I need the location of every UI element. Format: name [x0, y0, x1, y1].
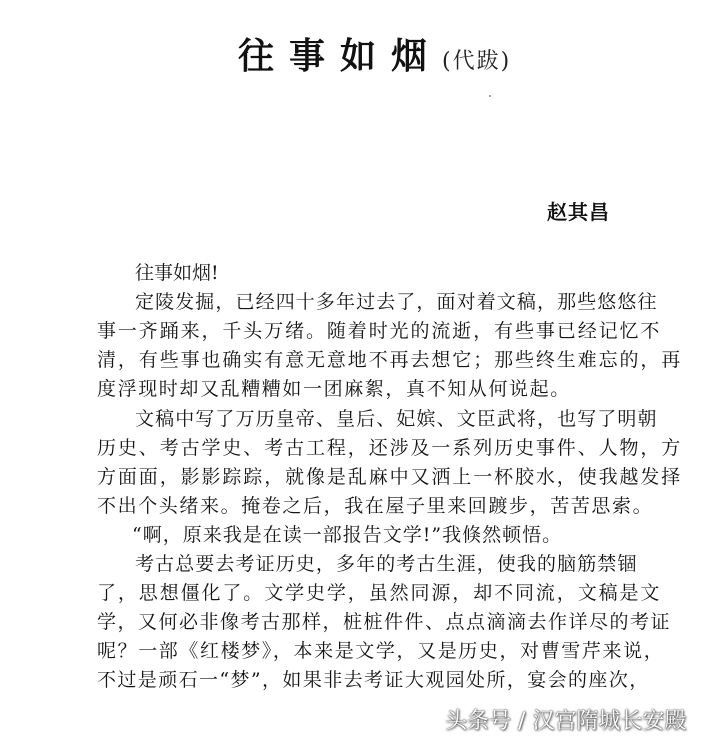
text-line: 不过是顽石一“梦”，如果非去考证大观园处所，宴会的座次，	[97, 669, 650, 691]
text-line: 度浮现时却又乱糟糟如一团麻絮，真不知从何说起。	[97, 378, 571, 400]
text-line: 呢？一部《红楼梦》，本来是文学，又是历史，对曹雪芹来说，	[97, 640, 665, 662]
author-name: 赵其昌	[547, 200, 610, 224]
print-speck	[489, 95, 491, 97]
watermark: 头条号 / 汉宫隋城长安殿	[445, 709, 687, 734]
text-line: 往事如烟!	[135, 262, 219, 284]
page-title: 往事如烟	[238, 35, 443, 77]
title-block	[238, 28, 511, 79]
text-line: 文稿中写了万历皇帝、皇后、妃嫔、文臣武将，也写了明朝	[135, 408, 658, 430]
text-line: 学，又何必非像考古那样，桩桩件件、点点滴滴去作详尽的考证	[97, 611, 672, 633]
text-line: 清，有些事也确实有意无意地不再去想它；那些终生难忘的，再	[97, 349, 683, 371]
text-line: 了，思想僵化了。文学史学，虽然同源，却不同流，文稿是文	[97, 582, 662, 604]
text-line: 事一齐踊来，千头万绪。随着时光的流逝，有些事已经记忆不	[97, 320, 662, 342]
text-line: “啊，原来我是在读一部报告文学!”我倏然顿悟。	[132, 524, 563, 546]
text-line: 方面面，影影踪踪，就像是乱麻中又洒上一杯胶水，使我越发择	[97, 466, 683, 488]
text-line: 考古总要去考证历史，多年的考古生涯，使我的脑筋禁锢	[135, 553, 638, 575]
text-line: 定陵发掘，已经四十多年过去了，面对着文稿，那些悠悠往	[135, 291, 658, 313]
text-line: 历史、考古学史、考古工程，还涉及一系列历史事件、人物，方	[97, 437, 683, 459]
text-line: 不出个头绪来。掩卷之后，我在屋子里来回踱步，苦苦思索。	[97, 495, 654, 517]
page-subtitle: (代跋)	[442, 49, 512, 74]
